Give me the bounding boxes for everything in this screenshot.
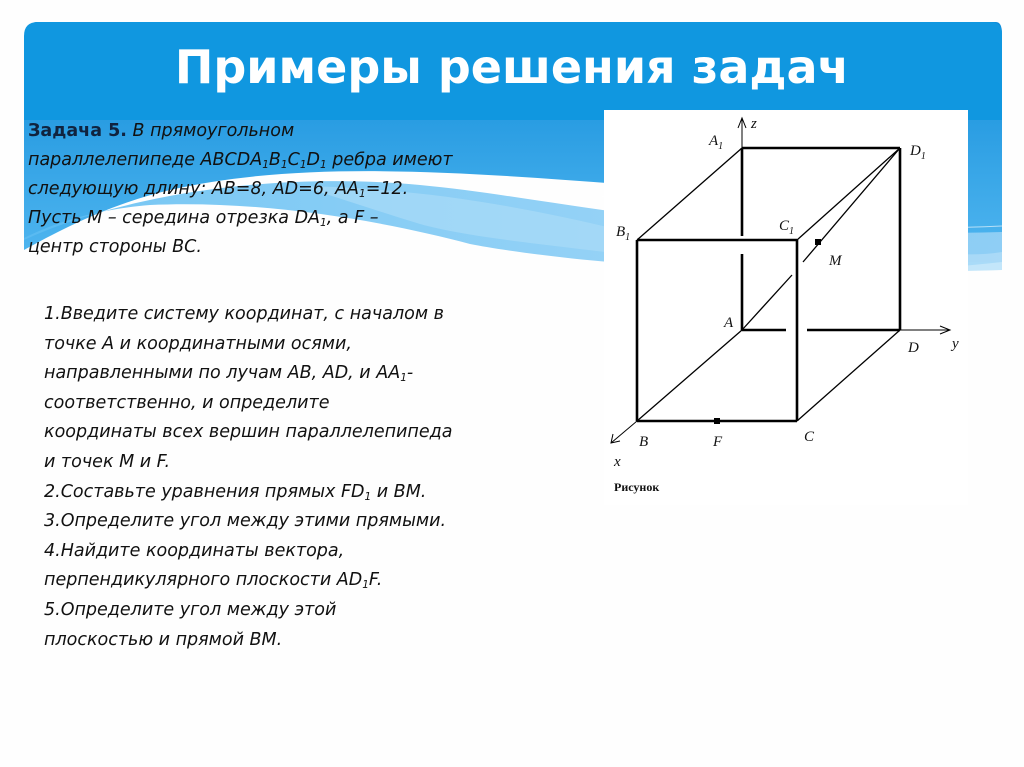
slide-title: Примеры решения задач <box>174 40 850 94</box>
step-5-line-2: плоскостью и прямой BM. <box>44 629 283 650</box>
label-f: F <box>713 434 723 450</box>
label-y-axis: y <box>952 336 959 352</box>
step-4-line-2: перпендикулярного плоскости $AD_1F$. <box>44 570 383 592</box>
label-z-axis: z <box>751 116 757 132</box>
step-2: 2.Составьте уравнения прямых $FD_1$ и BM. <box>44 481 427 503</box>
step-3: 3.Определите угол между этими прямыми. <box>44 511 447 532</box>
task-label: Задача 5. <box>28 121 127 141</box>
label-a1: $A_1$ <box>709 133 724 152</box>
step-1-line-2: точке A и координатными осями, <box>44 333 352 354</box>
label-a: A <box>724 315 734 331</box>
label-x-axis: x <box>614 454 621 470</box>
task-line-1: Задача 5. В прямоугольном <box>28 121 295 141</box>
figure-caption: Рисунок <box>614 480 660 494</box>
step-5-line-1: 5.Определите угол между этой <box>44 599 337 620</box>
step-1-line-1: 1.Введите систему координат, с началом в <box>44 304 444 324</box>
task-line-2: параллелепипеде $ABCDA_1B_1C_1D_1$ ребра имеют <box>28 150 453 171</box>
label-c1: $C_1$ <box>779 218 795 237</box>
step-1-line-4: соответственно, и определите <box>44 392 330 413</box>
label-b: B <box>639 434 649 450</box>
step-1-line-3: направленными по лучам AB, AD, и $AA_1-$ <box>44 363 414 385</box>
task-line-4: Пусть M – середина отрезка $DA_1$, а F – <box>28 208 379 229</box>
label-m: M <box>829 253 842 269</box>
point-f-marker <box>714 418 720 424</box>
task-line-3: следующую длину: AB=8, AD=6, $AA_1=12$. <box>28 179 409 200</box>
task-line-5: центр стороны BC. <box>28 237 202 257</box>
label-d1: $D_1$ <box>910 143 926 162</box>
label-b1: $B_1$ <box>616 224 631 243</box>
label-d: D <box>908 340 919 356</box>
step-1-line-6: и точек M и F. <box>44 451 171 472</box>
step-4-line-1: 4.Найдите координаты вектора, <box>44 540 345 561</box>
step-1-line-5: координаты всех вершин параллелепипеда <box>44 422 453 443</box>
point-m-marker <box>815 239 821 245</box>
label-c: C <box>804 429 815 445</box>
